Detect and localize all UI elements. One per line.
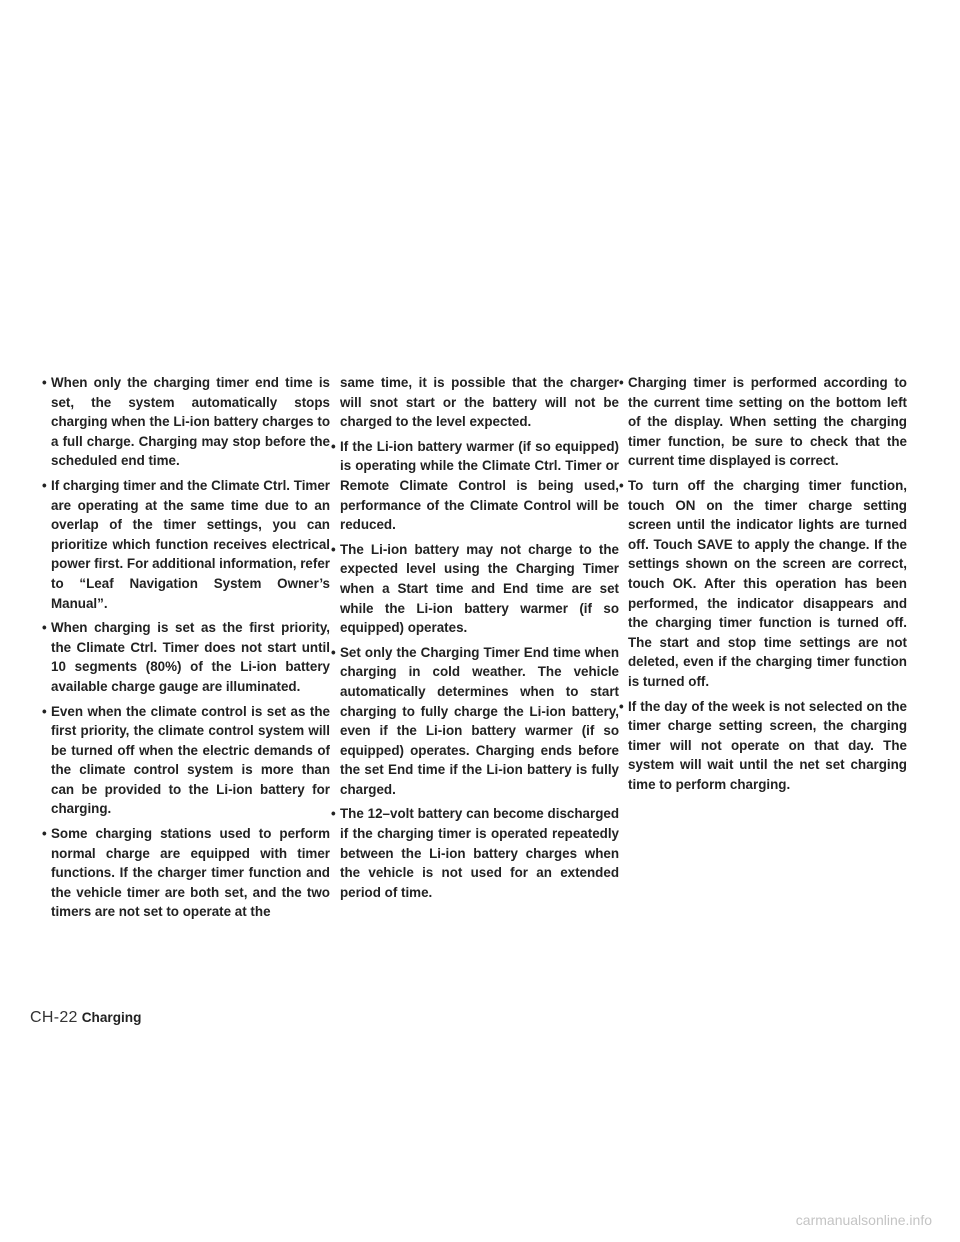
bullet-icon: • (42, 703, 47, 719)
bullet-icon: • (42, 826, 47, 842)
bullet-item (329, 437, 619, 535)
bullet-icon: • (619, 698, 624, 714)
bullet-text: Set only the Charging Timer End time when charging in cold weather. The vehicle automatically determines when to start charging to fully charge the Li-ion battery, even if the Li-ion battery warmer (if so equipped) operates. Charging ends before the set End time if the Li-ion battery is fully charged. (340, 644, 619, 797)
continued-text (329, 373, 619, 432)
page-number: CH-22 (30, 1009, 78, 1026)
bullet-item (329, 540, 619, 638)
bullet-item (40, 618, 330, 696)
text-column-1 (40, 373, 330, 927)
bullet-text: To turn off the charging timer function, touch ON on the timer charge setting screen until the indicator lights are turned off. Touch SAVE to apply the change. If the settings shown on the screen are correct, touch OK. After this operation has been performed, the indicator disappears and the charging timer function is turned off. The start and stop time settings are not deleted, even if the charging timer function is turned off. (628, 477, 907, 689)
bullet-text: Charging timer is performed according to the current time setting on the bottom left of the display. When setting the charging timer function, be sure to check that the current time displayed is correct. (628, 375, 907, 469)
bullet-item (329, 804, 619, 902)
bullet-item (40, 702, 330, 820)
bullet-list-3 (617, 373, 907, 794)
bullet-item (40, 824, 330, 922)
bullet-item (329, 643, 619, 800)
page-footer (30, 1009, 141, 1031)
bullet-text: The 12–volt battery can become discharged if the charging timer is operated repeatedly between the Li-ion battery charges when the vehicle is not used for an extended period of time. (340, 806, 619, 900)
bullet-icon: • (619, 375, 624, 390)
bullet-text: When charging is set as the first priority, the Climate Ctrl. Timer does not start until 10 segments (80%) of the Li-ion battery available charge gauge are illuminated. (51, 620, 330, 694)
bullet-item (617, 476, 907, 692)
bullet-icon: • (331, 644, 336, 660)
bullet-list-2 (329, 373, 619, 902)
bullet-icon: • (331, 438, 336, 454)
text-column-2 (329, 373, 619, 907)
bullet-item (40, 476, 330, 613)
bullet-icon: • (331, 541, 336, 557)
bullet-text: If the Li-ion battery warmer (if so equipped) is operating while the Climate Ctrl. Timer or Remote Climate Control is being used, performance of the Climate Control will be reduced. (340, 438, 619, 533)
bullet-icon: • (42, 620, 47, 636)
bullet-list-1 (40, 373, 330, 922)
bullet-text: Even when the climate control is set as the first priority, the climate control system will be turned off when the electric demands of the climate control system is more than can be provided to the Li-ion battery for charging. (51, 703, 330, 817)
bullet-icon: • (42, 375, 47, 390)
bullet-icon: • (619, 477, 624, 493)
bullet-text: If the day of the week is not selected on the timer charge setting screen, the charging timer will not operate on that day. The system will wait until the net set charging time to perform charging. (628, 698, 907, 792)
bullet-text: The Li-ion battery may not charge to the expected level using the Charging Timer when a Start time and End time are set while the Li-ion battery warmer (if so equipped) operates. (340, 541, 619, 636)
text-column-3 (617, 373, 907, 799)
bullet-text: same time, it is possible that the charger will snot start or the battery will not be charged to the level expected. (340, 375, 619, 430)
bullet-text: If charging timer and the Climate Ctrl. Timer are operating at the same time due to an overlap of the timer settings, you can prioritize which function receives electrical power first. For additional information, refer to “Leaf Navigation System Owner’s Manual”. (51, 477, 330, 611)
bullet-item (40, 373, 330, 471)
watermark: carmanualsonline.info (795, 1212, 932, 1228)
bullet-icon: • (331, 806, 336, 822)
bullet-item (617, 697, 907, 795)
section-name: Charging (81, 1010, 142, 1025)
bullet-icon: • (42, 477, 47, 493)
bullet-item (617, 373, 907, 471)
bullet-text: When only the charging timer end time is set, the system automatically stops charging when the Li-ion battery charges to a full charge. Charging may stop before the scheduled end time. (51, 375, 330, 469)
bullet-text: Some charging stations used to perform normal charge are equipped with timer functions. If the charger timer function and the vehicle timer are both set, and the two timers are not set to operate at the (51, 826, 330, 920)
